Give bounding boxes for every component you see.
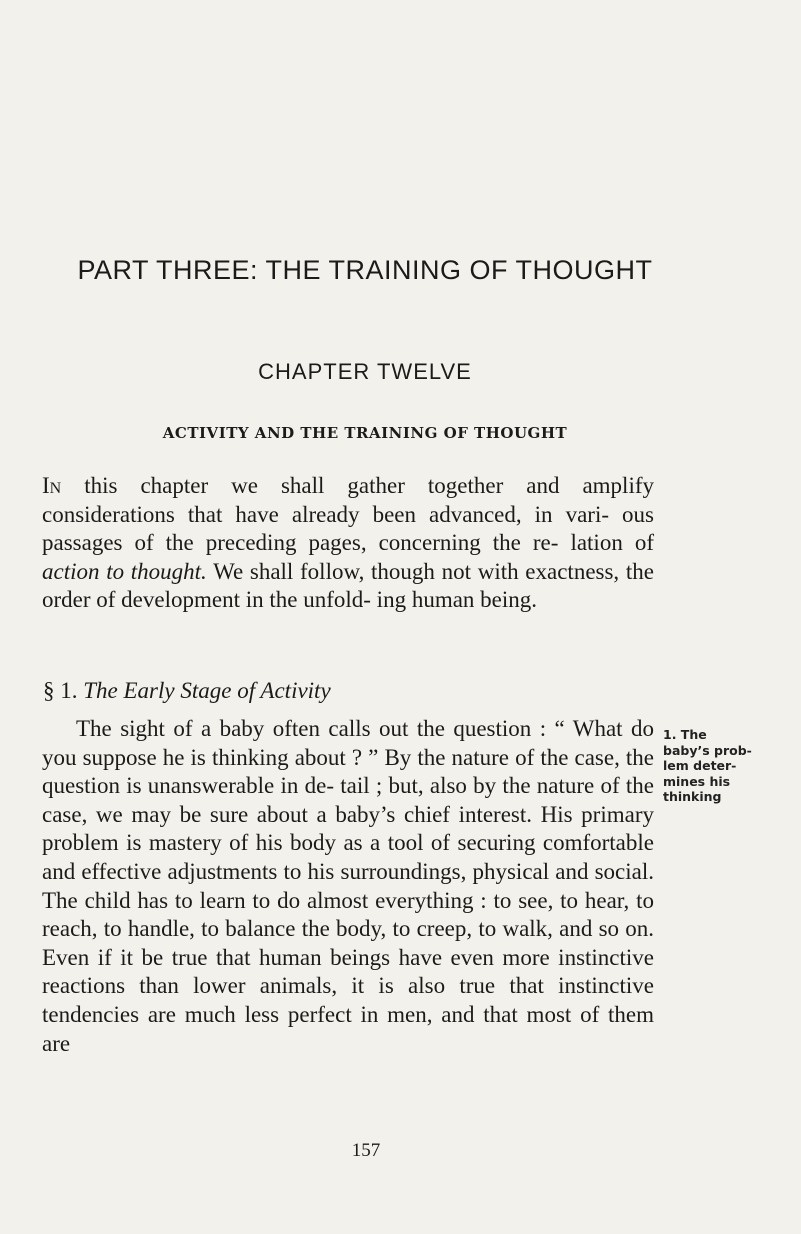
intro-text-before: this chapter we shall gather together and amplify considerations that have already been advanced, in vari- ous passages of the preceding pages, concerning the re- lation of (42, 473, 654, 556)
part-title: PART THREE: THE TRAINING OF THOUGHT (77, 255, 653, 285)
section-marker: § 1. (43, 678, 78, 703)
body-paragraph (42, 715, 654, 1058)
intro-paragraph (42, 472, 654, 615)
margin-note-line: mines his (663, 773, 731, 789)
body-paragraph-text: The sight of a baby often calls out the question : “ What do you suppose he is thinking about ? ” By the nature of the case, the question is unanswerable in de- tail ; but, also by the nature of the case, we may be sure about a baby’s chief interest. His primary problem is mastery of his body as a tool of securing comfortable and effective adjustments to his surroundings, physical and social. The child has to learn to do almost everything : to see, to hear, to reach, to handle, to balance the body, to creep, to walk, and so on. Even if it be true that human beings have even more instinctive reactions than lower animals, it is also true that instinctive tendencies are much less perfect in men, and that most of them are (42, 716, 654, 1056)
intro-lead-word: In (42, 473, 62, 498)
margin-note-line: 1. The (663, 727, 707, 742)
margin-note-line: baby’s prob- (663, 742, 752, 758)
page-number: 157 (351, 1140, 381, 1161)
section-heading (43, 677, 655, 705)
intro-text-after: We shall follow, though not with exactness, the order of development in the unfold- ing human being. (42, 558, 654, 613)
chapter-subtitle: ACTIVITY AND THE TRAINING OF THOUGHT (162, 424, 568, 442)
chapter-title: CHAPTER TWELVE (258, 359, 472, 384)
margin-note-line: thinking (663, 789, 722, 804)
intro-italic-phrase: action to thought. (42, 558, 207, 584)
margin-note-line: lem deter- (663, 758, 737, 773)
section-title: The Early Stage of Activity (83, 678, 331, 703)
margin-note (663, 727, 793, 805)
